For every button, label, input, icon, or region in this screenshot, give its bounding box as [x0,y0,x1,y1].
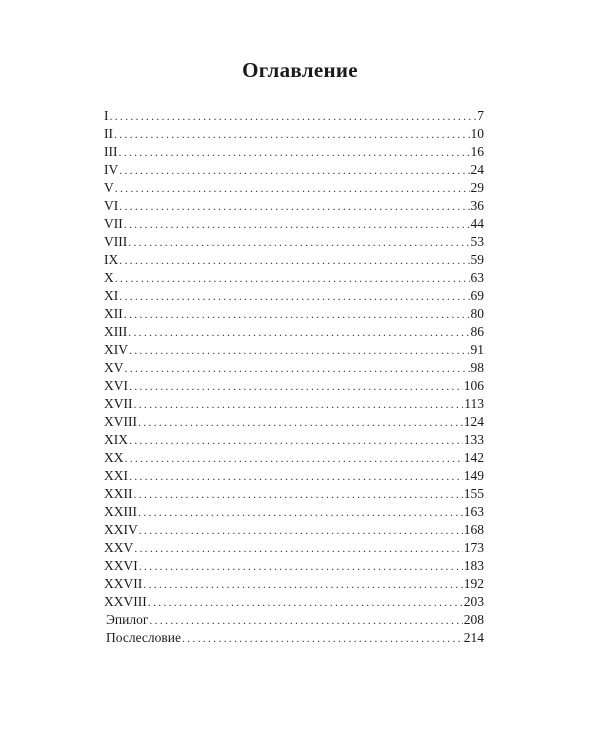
toc-entry-page: 10 [470,126,484,141]
toc-entry [104,449,484,467]
toc-entry-label: XVII [104,396,133,411]
toc-entry-label: Эпилог [106,612,149,627]
toc-entry [104,521,484,539]
toc-entry-page: 7 [477,108,484,123]
toc-entry-label: XXVI [104,558,138,573]
toc-dot-leader [134,539,463,557]
toc-entry [104,161,484,179]
toc-entry-page: 24 [470,162,484,177]
toc-dot-leader [182,629,463,647]
toc-entry [104,575,484,593]
toc-dot-leader [148,593,463,611]
toc-entry-label: XIV [104,342,128,357]
toc-entry [104,215,484,233]
toc-entry-page: 36 [470,198,484,213]
toc-entry-label: IX [104,252,119,267]
toc-entry-page: 203 [463,594,484,609]
toc-entry-label: XIX [104,432,128,447]
toc-entry [104,287,484,305]
toc-entry [104,539,484,557]
toc-dot-leader [129,341,470,359]
page-title: Оглавление [242,58,358,82]
toc-entry-page: 183 [463,558,484,573]
toc-entry [104,557,484,575]
toc-entry-label: XI [104,288,119,303]
toc-entry [104,269,484,287]
toc-entry [104,377,484,395]
toc-entry-page: 124 [463,414,484,429]
toc-dot-leader [138,413,463,431]
toc-entry [104,179,484,197]
toc-entry-label: XXVIII [104,594,147,609]
toc-entry [104,413,484,431]
toc-entry [104,323,484,341]
toc-entry-page: 53 [470,234,484,249]
toc-entry [104,611,484,629]
toc-entry-page: 133 [463,432,484,447]
toc-entry [104,467,484,485]
toc-entry-page: 59 [470,252,484,267]
toc-entry-page: 91 [470,342,484,357]
toc-dot-leader [119,251,469,269]
toc-entry-label: XVIII [104,414,137,429]
toc-dot-leader [119,287,469,305]
toc-entry-label: II [104,126,113,141]
toc-entry-page: 208 [463,612,484,627]
toc-entry-page: 16 [470,144,484,159]
toc-entry-page: 69 [470,288,484,303]
toc-entry-label: XIII [104,324,128,339]
toc-dot-leader [128,233,469,251]
toc-entry-label: III [104,144,118,159]
toc-dot-leader [129,377,463,395]
toc-entry [104,197,484,215]
toc-entry-label: XXV [104,540,134,555]
toc-entry [104,431,484,449]
toc-entry-page: 29 [470,180,484,195]
toc-dot-leader [119,197,469,215]
toc-entry-label: XVI [104,378,128,393]
toc-entry-label: XII [104,306,123,321]
toc-dot-leader [119,143,470,161]
toc-entry-page: 168 [463,522,484,537]
toc-entry [104,233,484,251]
toc-dot-leader [139,557,463,575]
toc-dot-leader [125,449,463,467]
toc-dot-leader [129,467,463,485]
toc-entry-page: 142 [463,450,484,465]
toc-entry-page: 80 [470,306,484,321]
toc-entry-page: 192 [463,576,484,591]
toc-dot-leader [143,575,463,593]
toc-entry-page: 155 [463,486,484,501]
toc-entry-label: X [104,270,114,285]
toc-dot-leader [129,431,463,449]
toc-entry-label: VII [104,216,123,231]
toc-entry-page: 113 [464,396,484,411]
toc-dot-leader [124,215,470,233]
toc-entry [104,341,484,359]
toc-entry-label: XV [104,360,124,375]
toc-entry-label: XXVII [104,576,143,591]
toc-entry-page: 63 [470,270,484,285]
toc-dot-leader [128,323,469,341]
toc-dot-leader [115,179,470,197]
toc-entry-page: 44 [470,216,484,231]
toc-entry [104,503,484,521]
toc-dot-leader [110,107,477,125]
toc-entry-page: 106 [463,378,484,393]
toc-entry [104,305,484,323]
toc-dot-leader [149,611,462,629]
toc-dot-leader [119,161,469,179]
toc-entry-page: 173 [463,540,484,555]
toc-entry-label: XX [104,450,124,465]
toc-dot-leader [134,485,463,503]
toc-entry [104,593,484,611]
toc-entry-label: XXIII [104,504,137,519]
toc-entry [104,395,484,413]
toc-entry [104,143,484,161]
toc-entry-label: I [104,108,109,123]
toc-dot-leader [115,269,470,287]
toc-entry [104,359,484,377]
toc-entry-page: 86 [470,324,484,339]
toc-entry-page: 98 [470,360,484,375]
toc-entry-page: 163 [463,504,484,519]
toc-entry-page: 214 [463,630,484,645]
toc-entry [104,629,484,647]
toc-entry-label: XXIV [104,522,138,537]
table-of-contents [104,107,484,647]
toc-dot-leader [114,125,470,143]
toc-dot-leader [124,305,470,323]
toc-entry-label: VI [104,198,119,213]
toc-entry [104,251,484,269]
toc-dot-leader [134,395,464,413]
toc-entry-label: VIII [104,234,128,249]
toc-dot-leader [125,359,470,377]
toc-entry-label: IV [104,162,119,177]
toc-entry-label: V [104,180,114,195]
toc-dot-leader [139,521,463,539]
toc-entry-label: XXII [104,486,133,501]
toc-entry-label: Послесловие [106,630,181,645]
toc-dot-leader [138,503,463,521]
toc-entry-label: XXI [104,468,128,483]
toc-entry [104,107,484,125]
toc-entry [104,485,484,503]
toc-entry-page: 149 [463,468,484,483]
toc-entry [104,125,484,143]
